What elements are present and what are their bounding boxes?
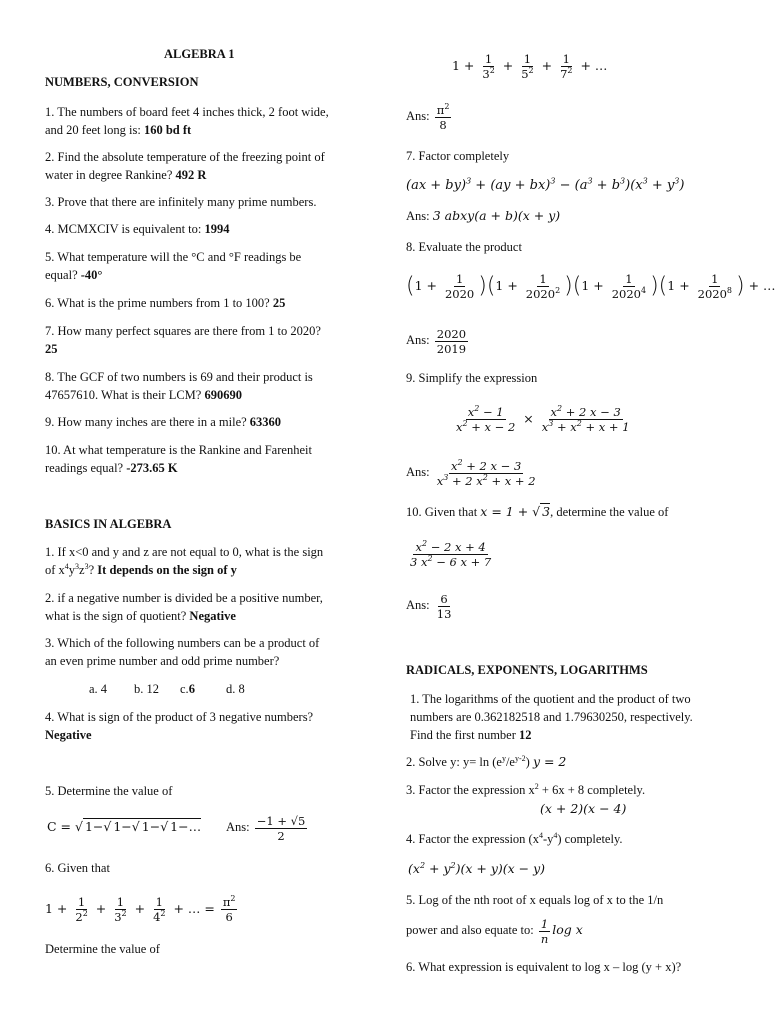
radicals-question-5-cont: power and also equate to: $\frac{1}{n}$ log x	[406, 916, 583, 946]
right-question-7: 7. Factor completely	[406, 149, 510, 163]
basics-question-6: 6. Given that	[45, 861, 110, 875]
question-10: 10. At what temperature is the Rankine and Farenheit readings equal? -273.65 K	[45, 443, 312, 475]
q8-answer: Ans: $\frac{2020}{2019}$	[406, 326, 467, 356]
question-4: 4. MCMXCIV is equivalent to: 1994	[45, 222, 230, 236]
basics-question-2: 2. if a negative number is divided be a positive number, what is the sign of quotient? Negative	[45, 591, 323, 623]
option-c: c.6	[180, 682, 195, 696]
q6-answer: Ans: $\frac{\pi^2}{8}$	[406, 101, 450, 132]
odd-squares-series: 1 + $\frac{1}{3^2}$ + $\frac{1}{5^2}$ + $\frac{1}{7^2}$ + …	[452, 52, 608, 81]
q9-answer: Ans: $\frac{x^2 + 2 x - 3}{x^3 + 2 x^2 + x + 2}$	[406, 457, 536, 488]
q5-answer: Ans: $\frac{-1 + √5}{2}$	[226, 813, 306, 843]
basics-question-5: 5. Determine the value of	[45, 784, 173, 798]
page-title: ALGEBRA 1	[164, 47, 235, 61]
radicals-question-6: 6. What expression is equivalent to log x – log (y + x)?	[406, 960, 682, 974]
simplify-expression: $\frac{x^2 - 1}{x^2 + x - 2}$ × $\frac{x^2 + 2 x - 3}{x^3 + x^2 + x + 1}$	[456, 404, 630, 434]
basics-question-4: 4. What is sign of the product of 3 negative numbers? Negative	[45, 710, 314, 742]
section-heading-numbers: NUMBERS, CONVERSION	[45, 75, 199, 89]
q7-answer: Ans: 3 abxy(a + b)(x + y)	[406, 208, 561, 223]
question-7: 7. How many perfect squares are there from 1 to 2020? 25	[45, 324, 321, 356]
right-question-8: 8. Evaluate the product	[406, 240, 522, 254]
determine-value-label: Determine the value of	[45, 942, 160, 956]
q10-answer: Ans: $\frac{6}{13}$	[406, 591, 452, 621]
radicals-question-4: 4. Factor the expression $(x^4-y^4)$ completely.	[406, 830, 623, 846]
section-heading-basics: BASICS IN ALGEBRA	[45, 517, 172, 531]
right-question-9: 9. Simplify the expression	[406, 371, 538, 385]
right-question-10: 10. Given that x = 1 + √ 3, determine the value of	[406, 504, 669, 519]
question-9: 9. How many inches are there in a mile? 63360	[45, 415, 282, 429]
radicals-question-2: 2. Solve y: $y= \ln (e^y/e^{y-2}) y = 2$	[406, 753, 567, 769]
question-3: 3. Prove that there are infinitely many prime numbers.	[45, 195, 317, 209]
r3-answer-expression: (x + 2)(x − 4)	[540, 801, 627, 816]
basics-question-1: 1. If x<0 and y and z are not equal to 0, what is the sign of $x^4y^3z^3$? It depends on the sign of y	[45, 545, 324, 577]
radicals-question-3: 3. Factor the expression $x^2 + 6x + 8$ completely.	[406, 781, 646, 797]
continued-radical-expression: C = √ 1−√ 1−√ 1−√ 1−…	[47, 819, 202, 834]
radicals-question-1: 1. The logarithms of the quotient and the product of two numbers are 0.362182518 and 1.79630250, respectively. Find the first number 12	[410, 692, 693, 742]
product-expression: (1 + $\frac{1}{2020}$ )(1 + $\frac{1}{2020^2}$ )(1 + $\frac{1}{2020^4}$ )(1 + $\frac{1}{2020^8}$ ) + …	[406, 272, 776, 301]
r4-answer-expression: $(x^2 + y^2)(x + y)(x - y)$	[408, 860, 546, 876]
question-1: 1. The numbers of board feet 4 inches thick, 2 foot wide, and 20 feet long is: 160 bd ft	[45, 105, 329, 137]
option-b: b. 12	[134, 682, 159, 696]
rational-expression: $\frac{x^2 - 2 x + 4}{3 x^2 - 6 x + 7}$	[410, 539, 492, 569]
radicals-question-5: 5. Log of the nth root of x equals log of x to the 1/n	[406, 893, 664, 907]
basics-question-3: 3. Which of the following numbers can be a product of an even prime number and odd prime number?	[45, 636, 320, 668]
question-2: 2. Find the absolute temperature of the freezing point of water in degree Rankine? 492 R	[45, 150, 325, 182]
question-6: 6. What is the prime numbers from 1 to 100? 25	[45, 296, 286, 310]
factor-expression: $(ax + by)^3 + (ay + bx)^3 - (a^3 + b^3)(x^3 + y^3)$	[406, 176, 685, 193]
question-5: 5. What temperature will the °C and °F readings be equal? -40°	[45, 250, 302, 282]
option-d: d. 8	[226, 682, 245, 696]
basel-series-equation: 1 + $\frac{1}{2^2}$ + $\frac{1}{3^2}$ + $\frac{1}{4^2}$ + … = $\frac{\pi^2}{6}$	[45, 894, 236, 924]
section-heading-radicals: RADICALS, EXPONENTS, LOGARITHMS	[406, 663, 648, 677]
question-8: 8. The GCF of two numbers is 69 and their product is 47657610. What is their LCM? 690690	[45, 370, 313, 402]
option-a: a. 4	[89, 682, 108, 696]
